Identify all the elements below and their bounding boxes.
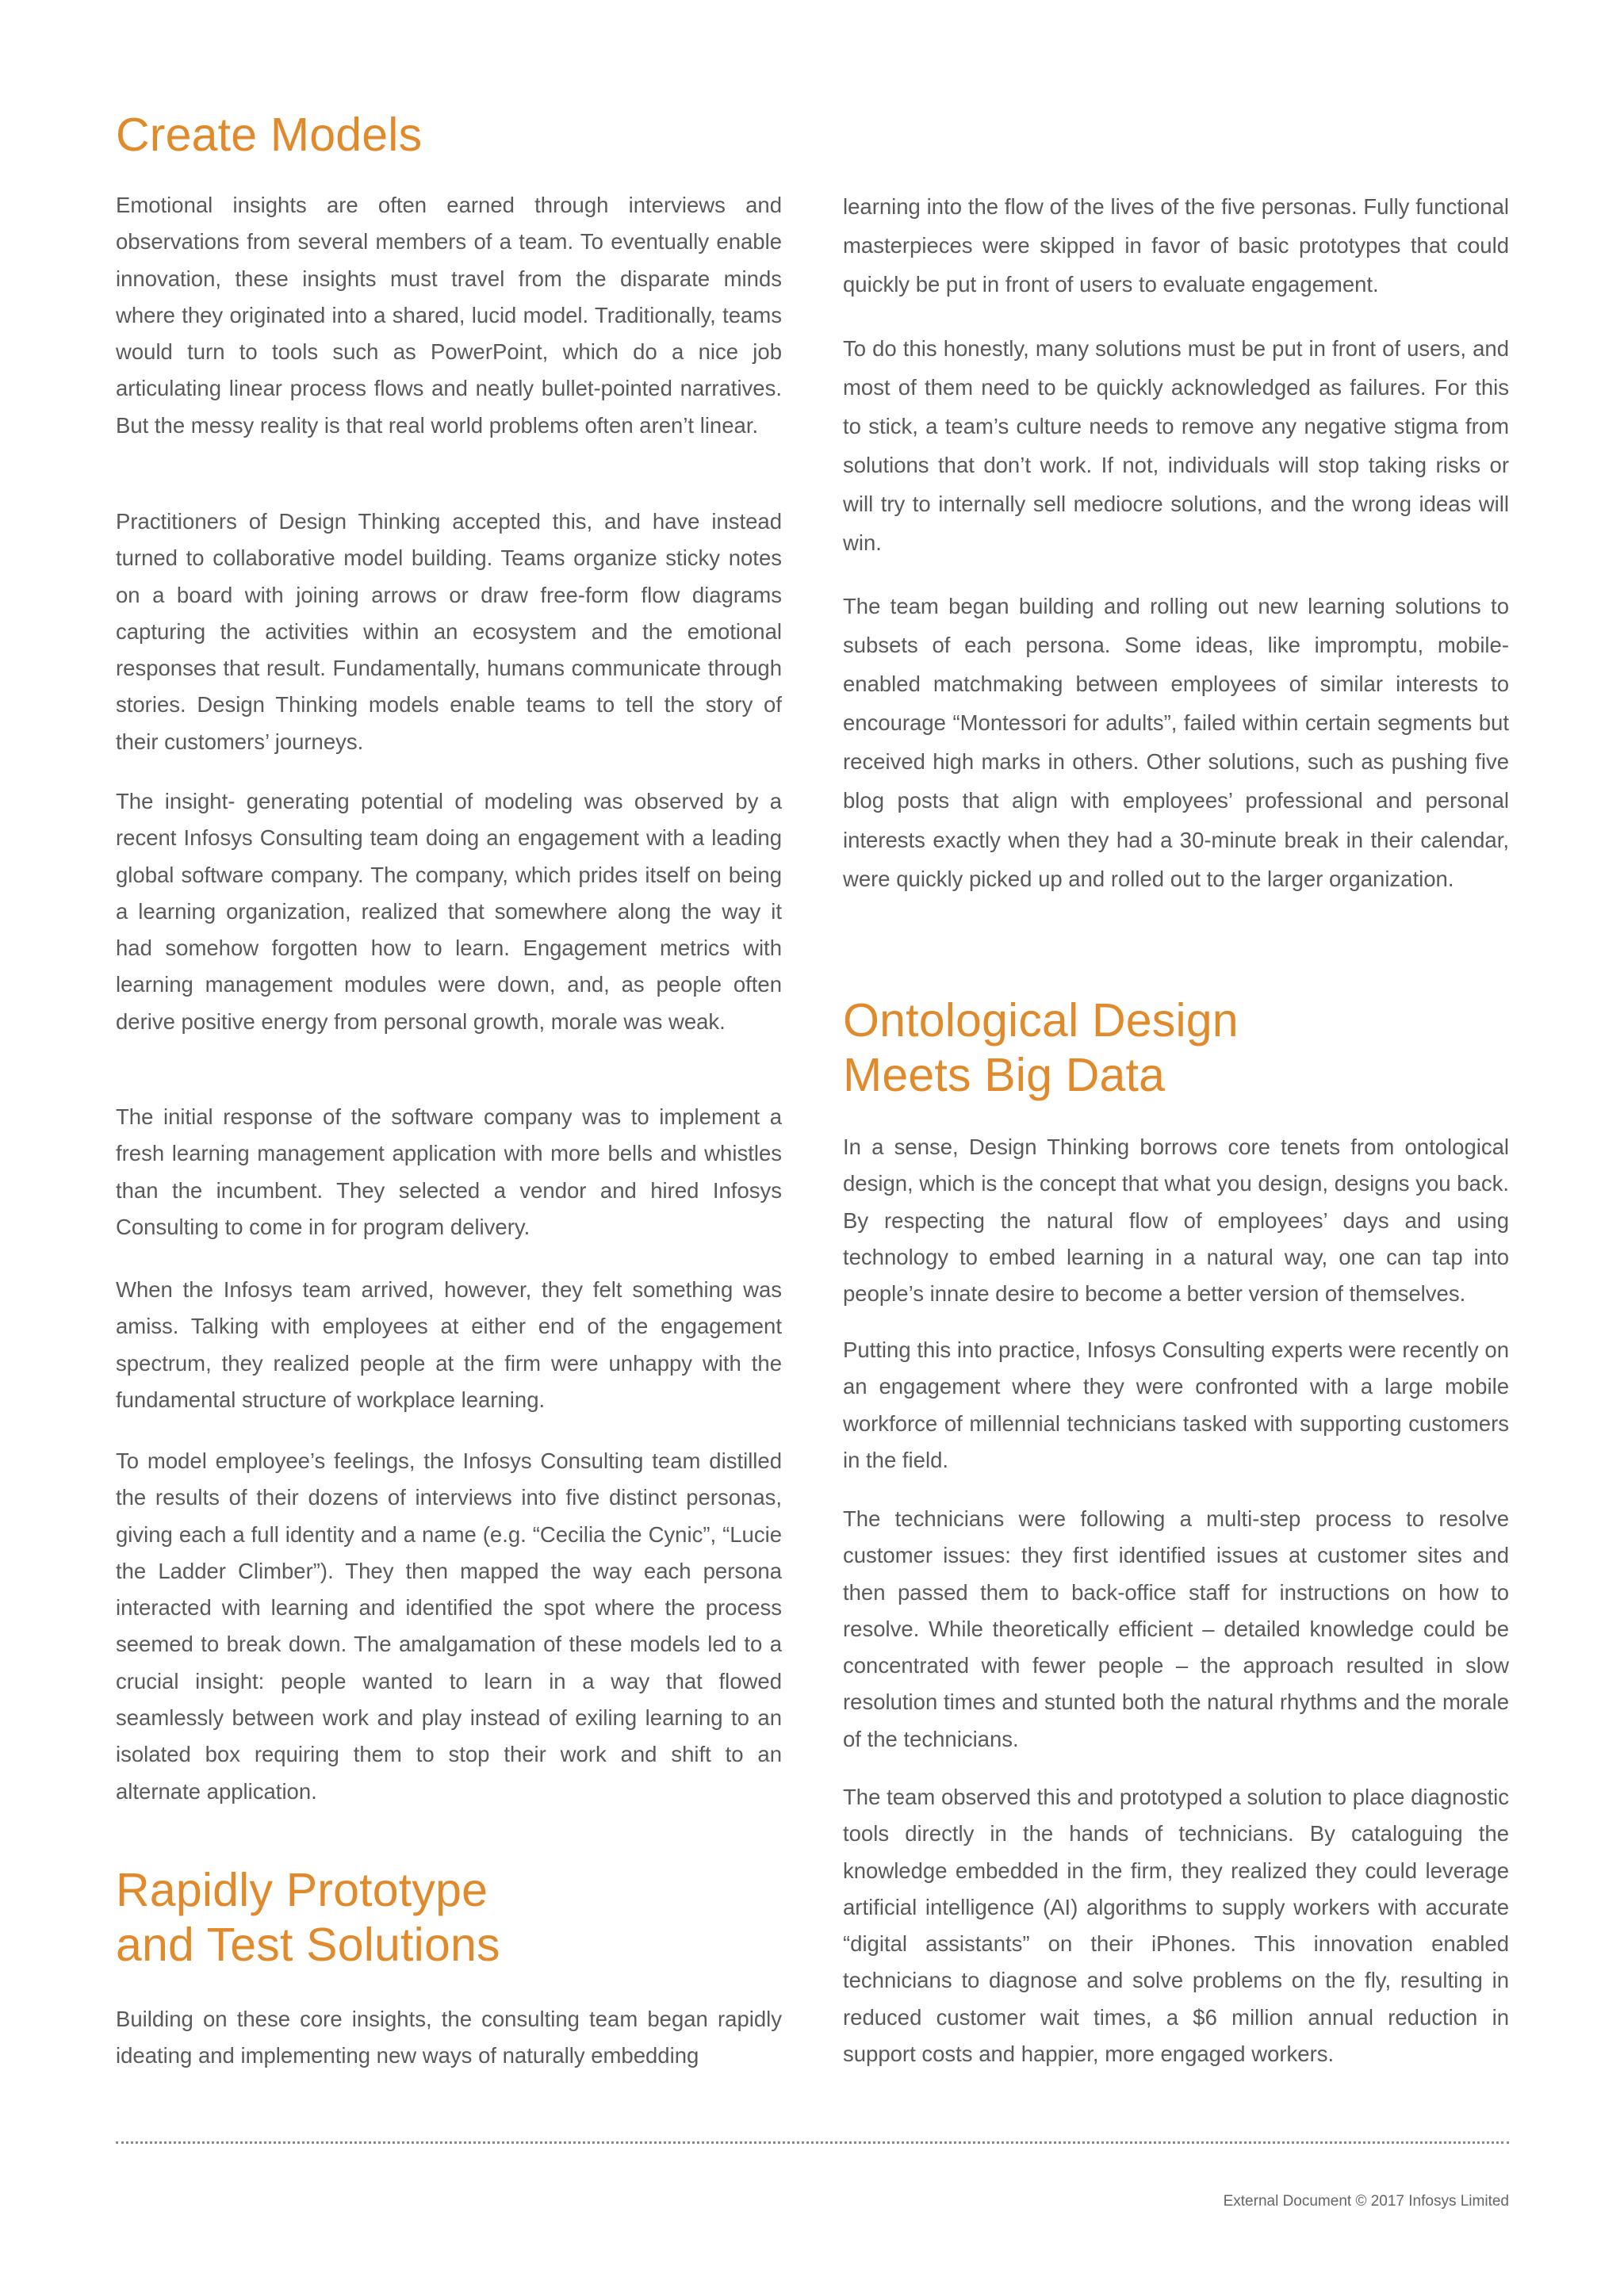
paragraph-initial-response: The initial response of the software company was to implement a fresh learning management application with more bells and whistles than the incumbent. They selected a vendor and hired Infosys Consulting to come in for program delivery. xyxy=(116,1104,782,1239)
paragraph-in-a-sense: In a sense, Design Thinking borrows core tenets from ontological design, which is the concept that what you design, designs you back. By respecting the natural flow of employees’ days and using technology to embed learning in a natural way, one can tap into people’s innate desire to become a better version of themselves. xyxy=(843,1135,1509,1307)
paragraph-practitioners: Practitioners of Design Thinking accepted this, and have instead turned to collaborative model building. Teams organize sticky notes on a board with joining arrows or draw free-form flow diagrams capturing the activities within an ecosystem and the emotional responses that result. Fundamentally, humans communicate through stories. Design Thinking models enable teams to tell the story of their customers’ journeys. xyxy=(116,509,782,754)
heading-rapidly-prototype: Rapidly Prototype and Test Solutions xyxy=(116,1864,500,1971)
footer-copyright: External Document © 2017 Infosys Limited xyxy=(1223,2193,1509,2210)
paragraph-building-insights: Building on these core insights, the consulting team began rapidly ideating and implementing new ways of naturally embedding xyxy=(116,2007,782,2068)
paragraph-infosys-team-arrived: When the Infosys team arrived, however, they felt something was amiss. Talking with employees at either end of the engagement spectrum, they realized people at the firm were unhappy with the fundamental structure of workplace learning. xyxy=(116,1277,782,1412)
paragraph-putting-into-practice: Putting this into practice, Infosys Consulting experts were recently on an engagement where they were confronted with a large mobile workforce of millennial technicians tasked with supporting customers in the field. xyxy=(843,1337,1509,1472)
heading-ontological-design: Ontological Design Meets Big Data xyxy=(843,994,1239,1101)
paragraph-insight-generating: The insight- generating potential of modeling was observed by a recent Infosys Consulting team doing an engagement with a leading global software company. The company, which prides itself on being a learning organization, realized that somewhere along the way it had somehow forgotten how to learn. Engagement metrics with learning management modules were down, and, as people often derive positive energy from personal growth, morale was weak. xyxy=(116,789,782,1034)
paragraph-model-feelings: To model employee’s feelings, the Infosys Consulting team distilled the results of their dozens of interviews into five distinct personas, giving each a full identity and a name (e.g. “Cecilia the Cynic”, “Lucie the Ladder Climber”). They then mapped the way each persona interacted with learning and identified the spot where the process seemed to break down. The amalgamation of these models led to a crucial insight: people wanted to learn in a way that flowed seamlessly between work and play instead of exiling learning to an isolated box requiring them to stop their work and shift to an alternate application. xyxy=(116,1448,782,1804)
paragraph-technicians-process: The technicians were following a multi-step process to resolve customer issues: they first identified issues at customer sites and then passed them to back-office staff for instructions on how to resolve. While theoretically efficient – detailed knowledge could be concentrated with fewer people – the approach resulted in slow resolution times and stunted both the natural rhythms and the morale of the technicians. xyxy=(843,1506,1509,1751)
paragraph-team-began-building: The team began building and rolling out new learning solutions to subsets of each persona. Some ideas, like impromptu, mobile-enabled matchmaking between employees of similar interests to encourage “Montessori for adults”, failed within certain segments but received high marks in others. Other solutions, such as pushing five blog posts that align with employees’ professional and personal interests exactly when they had a 30-minute break in their calendar, were quickly picked up and rolled out to the larger organization. xyxy=(843,594,1509,891)
footer-divider xyxy=(116,2141,1509,2144)
paragraph-do-this-honestly: To do this honestly, many solutions must be put in front of users, and most of them need to be quickly acknowledged as failures. For this to stick, a team’s culture needs to remove any negative stigma from solutions that don’t work. If not, individuals will stop taking risks or will try to internally sell mediocre solutions, and the wrong ideas will win. xyxy=(843,336,1509,556)
paragraph-emotional-insights: Emotional insights are often earned through interviews and observations from several members of a team. To eventually enable innovation, these insights must travel from the disparate minds where they originated into a shared, lucid model. Traditionally, teams would turn to tools such as PowerPoint, which do a nice job articulating linear process flows and neatly bullet-pointed narratives. But the messy reality is that real world problems often aren’t linear. xyxy=(116,193,782,438)
heading-create-models: Create Models xyxy=(116,109,423,161)
paragraph-learning-flow: learning into the flow of the lives of the five personas. Fully functional masterpieces were skipped in favor of basic prototypes that could quickly be put in front of users to evaluate engagement. xyxy=(843,194,1509,297)
paragraph-team-observed: The team observed this and prototyped a solution to place diagnostic tools directly in the hands of technicians. By cataloguing the knowledge embedded in the firm, they realized they could leverage artificial intelligence (AI) algorithms to supply workers with accurate “digital assistants” on their iPhones. This innovation enabled technicians to diagnose and solve problems on the fly, resulting in reduced customer wait times, a $6 million annual reduction in support costs and happier, more engaged workers. xyxy=(843,1785,1509,2067)
